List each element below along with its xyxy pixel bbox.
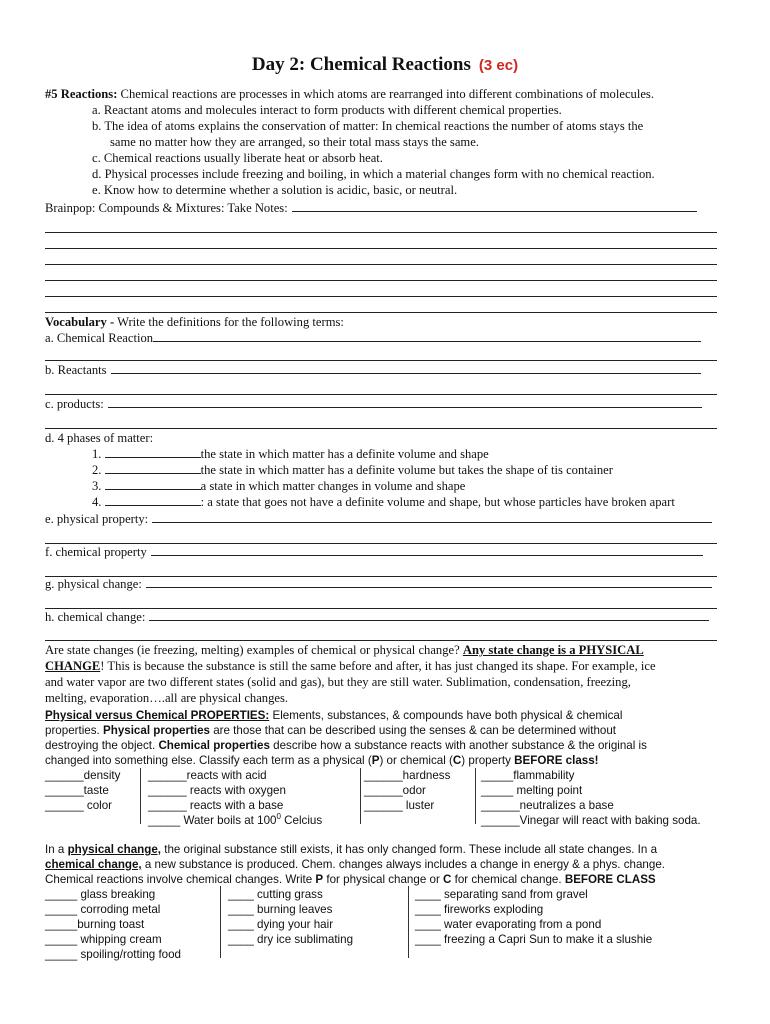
change-item[interactable]: _____ glass breaking [45, 888, 156, 901]
vocab-b: b. Reactants [45, 362, 701, 378]
property-item[interactable]: ______ luster [364, 799, 435, 812]
phase-3: 3. a state in which matter changes in volume and shape [92, 479, 466, 493]
changes-line-3: Chemical reactions involve chemical changes. Write P for physical change or C for chemical change. BEFORE CLASS [45, 873, 656, 886]
reactions-item-d: d. Physical processes include freezing and boiling, in which a material changes form with no chemical reaction. [92, 167, 655, 181]
brainpop-label: Brainpop: Compounds & Mixtures: Take Notes: [45, 200, 697, 216]
property-item[interactable]: _____flammability [481, 769, 575, 782]
vocab-heading: Vocabulary - [45, 315, 115, 329]
vocab-a-blank[interactable] [153, 330, 701, 342]
properties-line-2: properties. Physical properties are those that can be described using the senses & can be determined without [45, 724, 617, 737]
state-change-question: Are state changes (ie freezing, melting) examples of chemical or physical change? Any state change is a PHYSICAL [45, 643, 644, 657]
reactions-item-b-cont: same no matter how they are arranged, so their total mass stays the same. [110, 135, 479, 149]
column-divider [220, 886, 221, 958]
vocab-a: a. Chemical Reaction [45, 330, 701, 346]
column-divider [475, 768, 476, 824]
change-item[interactable]: _____ whipping cream [45, 933, 162, 946]
notes-line[interactable] [45, 296, 717, 297]
state-change-line-3: and water vapor are two different states (solid and gas), but they are still water. Sublimation, condensation, freezing, [45, 675, 631, 689]
vocab-e-blank[interactable] [152, 511, 712, 523]
phase-2: 2. the state in which matter has a definite volume but takes the shape of tis container [92, 463, 613, 477]
column-divider [360, 768, 361, 824]
phase-1-blank[interactable] [105, 446, 201, 458]
change-item[interactable]: ____ fireworks exploding [415, 903, 544, 916]
vocab-h-blank[interactable] [149, 609, 709, 621]
vocab-h: h. chemical change: [45, 609, 709, 625]
property-item[interactable]: ______density [45, 769, 121, 782]
phase-1: 1. the state in which matter has a definite volume and shape [92, 447, 489, 461]
change-item[interactable]: _____ spoiling/rotting food [45, 948, 182, 961]
state-change-answer: Any state change is a PHYSICAL [462, 643, 644, 657]
property-item[interactable]: ______odor [364, 784, 426, 797]
answer-line[interactable] [45, 640, 717, 641]
property-item[interactable]: ______neutralizes a base [481, 799, 614, 812]
vocab-d: d. 4 phases of matter: [45, 431, 154, 445]
notes-line[interactable] [45, 264, 717, 265]
title-text: Day 2: Chemical Reactions [251, 54, 471, 75]
notes-line[interactable] [45, 312, 717, 313]
vocab-c: c. products: [45, 396, 702, 412]
page-title [0, 54, 770, 76]
vocab-e: e. physical property: [45, 511, 712, 527]
properties-line-3: destroying the object. Chemical properties describe how a substance reacts with another substance & the original is [45, 739, 647, 752]
properties-line-4: changed into something else. Classify each term as a physical (P) or chemical (C) property BEFORE class! [45, 754, 599, 767]
change-item[interactable]: _____burning toast [45, 918, 145, 931]
changes-line-2: chemical change, a new substance is produced. Chem. changes always includes a change in energy & a phys. change. [45, 858, 665, 871]
change-item[interactable]: _____ corroding metal [45, 903, 161, 916]
properties-heading: Physical versus Chemical PROPERTIES: [45, 709, 270, 722]
change-item[interactable]: ____ dying your hair [228, 918, 334, 931]
change-item[interactable]: ____ water evaporating from a pond [415, 918, 602, 931]
column-divider [140, 768, 141, 824]
reactions-item-c: c. Chemical reactions usually liberate heat or absorb heat. [92, 151, 383, 165]
property-item[interactable]: _____ Water boils at $100^0$ Celcius [148, 812, 323, 827]
property-item[interactable]: ______taste [45, 784, 109, 797]
property-item[interactable]: _____ melting point [481, 784, 583, 797]
reactions-intro: #5 Reactions: Chemical reactions are processes in which atoms are rearranged into different combinations of molecules. [45, 87, 654, 101]
vocab-g: g. physical change: [45, 576, 712, 592]
change-item[interactable]: ____ burning leaves [228, 903, 333, 916]
vocab-g-blank[interactable] [146, 576, 712, 588]
answer-line[interactable] [45, 360, 717, 361]
answer-line[interactable] [45, 394, 717, 395]
property-item[interactable]: ______ color [45, 799, 113, 812]
property-item[interactable]: ______ reacts with oxygen [148, 784, 286, 797]
answer-line[interactable] [45, 428, 717, 429]
reactions-item-a: a. Reactant atoms and molecules interact to form products with different chemical properties. [92, 103, 562, 117]
change-item[interactable]: ____ freezing a Capri Sun to make it a slushie [415, 933, 653, 946]
vocab-f: f. chemical property [45, 544, 703, 560]
state-change-line-4: melting, evaporation….all are physical changes. [45, 691, 289, 705]
vocab-f-blank[interactable] [151, 544, 703, 556]
property-item[interactable]: ______Vinegar will react with baking soda. [481, 814, 701, 827]
phase-3-blank[interactable] [105, 478, 201, 490]
reactions-heading: #5 Reactions: [45, 87, 118, 101]
change-item[interactable]: ____ separating sand from gravel [415, 888, 588, 901]
phase-4-blank[interactable] [105, 494, 201, 506]
change-item[interactable]: ____ dry ice sublimating [228, 933, 354, 946]
column-divider [408, 886, 409, 958]
state-change-line-2: CHANGE! This is because the substance is still the same before and after, it has just changed its shape. For example, ice [45, 659, 656, 673]
notes-line[interactable] [45, 280, 717, 281]
vocab-c-blank[interactable] [108, 396, 702, 408]
extra-credit-label: (3 ec) [478, 57, 519, 74]
properties-line-1: Physical versus Chemical PROPERTIES: Elements, substances, & compounds have both physical & chemical [45, 709, 623, 722]
brainpop-notes-blank[interactable] [292, 200, 697, 212]
reactions-item-e: e. Know how to determine whether a solution is acidic, basic, or neutral. [92, 183, 458, 197]
property-item[interactable]: ______ reacts with a base [148, 799, 284, 812]
notes-line[interactable] [45, 248, 717, 249]
reactions-item-b: b. The idea of atoms explains the conservation of matter: In chemical reactions the number of atoms stays the [92, 119, 644, 133]
changes-line-1: In a physical change, the original substance still exists, it has only changed form. These include all state changes. In a [45, 843, 658, 856]
property-item[interactable]: ______hardness [364, 769, 451, 782]
phase-4: 4. : a state that goes not have a definite volume and shape, but whose particles have broken apart [92, 495, 675, 509]
vocab-b-blank[interactable] [111, 362, 701, 374]
property-item[interactable]: ______reacts with acid [148, 769, 267, 782]
notes-line[interactable] [45, 232, 717, 233]
change-item[interactable]: ____ cutting grass [228, 888, 323, 901]
phase-2-blank[interactable] [105, 462, 201, 474]
vocab-heading-line: Vocabulary - Write the definitions for the following terms: [45, 315, 344, 329]
